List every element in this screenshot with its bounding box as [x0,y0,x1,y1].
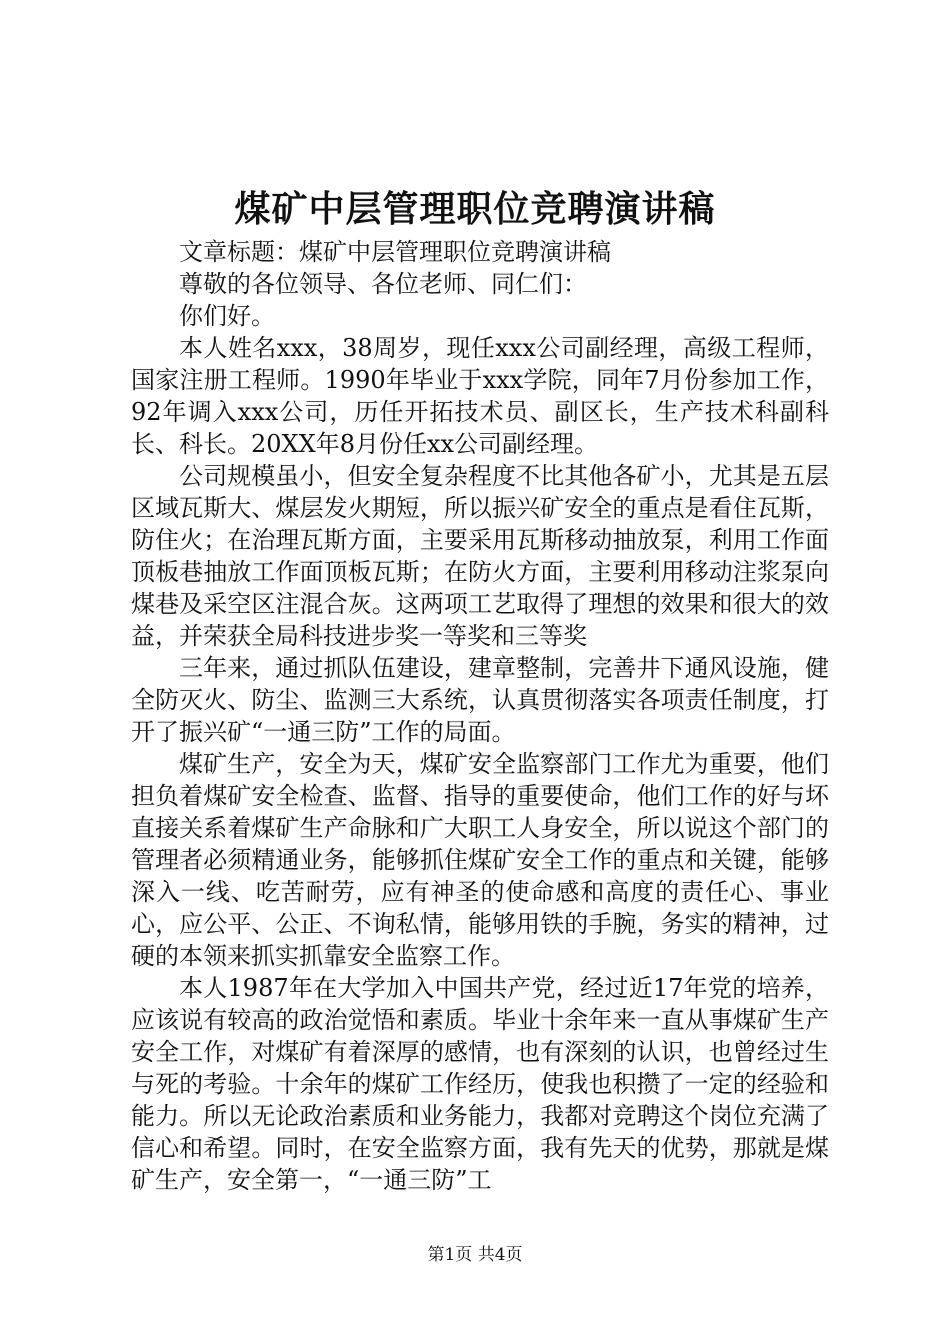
paragraph-company-safety: 公司规模虽小，但安全复杂程度不比其他各矿小，尤其是五层区域瓦斯大、煤层发火期短，所以振兴矿安全的重点是看住瓦斯，防住火；在治理瓦斯方面，主要采用瓦斯移动抽放泵，利用工作面顶板巷抽放工作面顶板瓦斯；在防火方面，主要利用移动注浆泵向煤巷及采空区注混合灰。这两项工艺取得了理想的效果和很大的效益，并荣获全局科技进步奖一等奖和三等奖 [131,462,829,650]
paragraph-article-title: 文章标题：煤矿中层管理职位竞聘演讲稿 [179,238,611,266]
document-title: 煤矿中层管理职位竞聘演讲稿 [234,188,716,230]
paragraph-safety-supervision: 煤矿生产，安全为天，煤矿安全监察部门工作尤为重要，他们担负着煤矿安全检查、监督、指导的重要使命，他们工作的好与坏直接关系着煤矿生产命脉和广大职工人身安全，所以说这个部门的管理者必须精通业务，能够抓住煤矿安全工作的重点和关键，能够深入一线、吃苦耐劳，应有神圣的使命感和高度的责任心、事业心，应公平、公正、不询私情，能够用铁的手腕，务实的精神，过硬的本领来抓实抓靠安全监察工作。 [131,750,829,970]
paragraph-qualifications: 本人1987年在大学加入中国共产党，经过近17年党的培养，应该说有较高的政治觉悟和素质。毕业十余年来一直从事煤矿生产安全工作，对煤矿有着深厚的感情，也有深刻的认识，也曾经过生与死的考验。十余年的煤矿工作经历，使我也积攒了一定的经验和能力。所以无论政治素质和业务能力，我都对竞聘这个岗位充满了信心和希望。同时，在安全监察方面，我有先天的优势，那就是煤矿生产，安全第一，“一通三防”工 [131,974,829,1194]
paragraph-greeting: 你们好。 [179,302,275,330]
paragraph-salutation: 尊敬的各位领导、各位老师、同仁们： [179,270,587,298]
paragraph-three-years: 三年来，通过抓队伍建设，建章整制，完善井下通风设施，健全防灭火、防尘、监测三大系统，认真贯彻落实各项责任制度，打开了振兴矿“一通三防”工作的局面。 [131,654,829,746]
page-number-footer: 第1页 共4页 [427,1245,523,1265]
document-body [131,236,829,1196]
paragraph-self-introduction: 本人姓名xxx，38周岁，现任xxx公司副经理，高级工程师，国家注册工程师。1990年毕业于xxx学院，同年7月份参加工作，92年调入xxx公司，历任开拓技术员、副区长，生产技术科副科长、科长。20XX年8月份任xx公司副经理。 [131,334,829,458]
